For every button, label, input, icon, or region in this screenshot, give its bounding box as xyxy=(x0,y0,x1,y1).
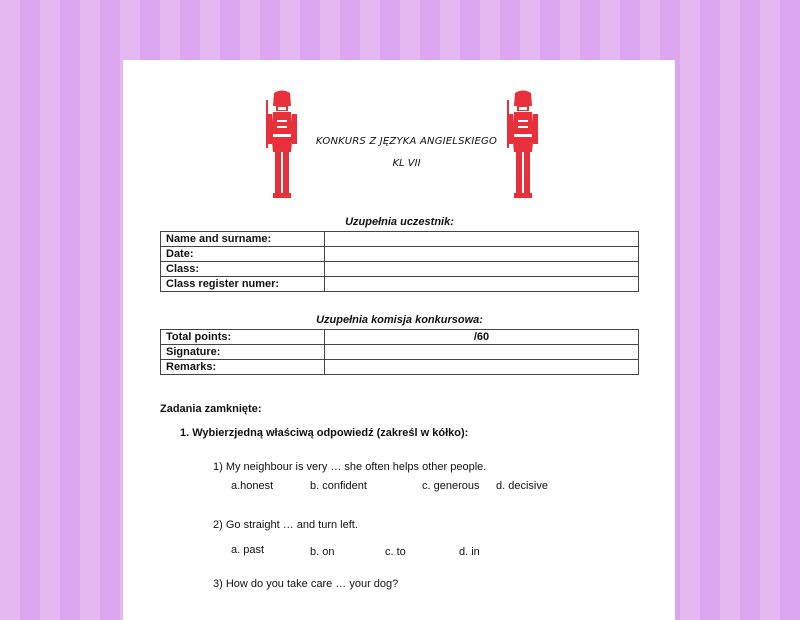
contest-title: KONKURS Z JĘZYKA ANGIELSKIEGO xyxy=(315,136,498,147)
question-2: 2) Go straight … and turn left. xyxy=(213,519,358,531)
question-1-option-a[interactable]: a.honest xyxy=(231,480,274,492)
table-row xyxy=(161,247,639,262)
row-value-field[interactable] xyxy=(325,247,639,262)
row-label: Total points: xyxy=(161,330,325,345)
participant-table xyxy=(160,231,639,292)
total-points-value[interactable]: /60 xyxy=(325,330,639,345)
committee-caption: Uzupełnia komisja konkursowa: xyxy=(316,314,483,326)
table-row xyxy=(161,330,639,345)
row-label: Class register numer: xyxy=(161,277,325,292)
task-1-instruction: 1. Wybierzjedną właściwą odpowiedź (zakreśl w kółko): xyxy=(180,427,469,439)
row-value-field[interactable] xyxy=(325,262,639,277)
participant-caption: Uzupełnia uczestnik: xyxy=(345,216,454,228)
table-row xyxy=(161,262,639,277)
question-1-option-d[interactable]: d. decisive xyxy=(496,480,548,492)
question-2-option-d[interactable]: d. in xyxy=(459,546,480,558)
row-value-field[interactable] xyxy=(325,277,639,292)
row-label: Class: xyxy=(161,262,325,277)
row-label: Name and surname: xyxy=(161,232,325,247)
question-2-option-c[interactable]: c. to xyxy=(385,546,406,558)
question-2-option-a[interactable]: a. past xyxy=(231,544,265,556)
closed-tasks-heading: Zadania zamknięte: xyxy=(160,403,262,415)
row-label: Date: xyxy=(161,247,325,262)
question-1-option-b[interactable]: b. confident xyxy=(310,480,367,492)
table-row xyxy=(161,232,639,247)
row-value-field[interactable] xyxy=(325,232,639,247)
question-1: 1) My neighbour is very … she often helps other people. xyxy=(213,461,487,473)
question-3: 3) How do you take care … your dog? xyxy=(213,578,399,590)
row-value-field[interactable] xyxy=(325,360,639,375)
table-row xyxy=(161,345,639,360)
table-row xyxy=(161,360,639,375)
row-label: Remarks: xyxy=(161,360,325,375)
question-2-option-b[interactable]: b. on xyxy=(310,546,335,558)
worksheet-page xyxy=(123,60,675,620)
contest-class: KL VII xyxy=(392,158,421,169)
question-1-option-c[interactable]: c. generous xyxy=(422,480,480,492)
row-value-field[interactable] xyxy=(325,345,639,360)
row-label: Signature: xyxy=(161,345,325,360)
table-row xyxy=(161,277,639,292)
committee-table xyxy=(160,329,639,375)
